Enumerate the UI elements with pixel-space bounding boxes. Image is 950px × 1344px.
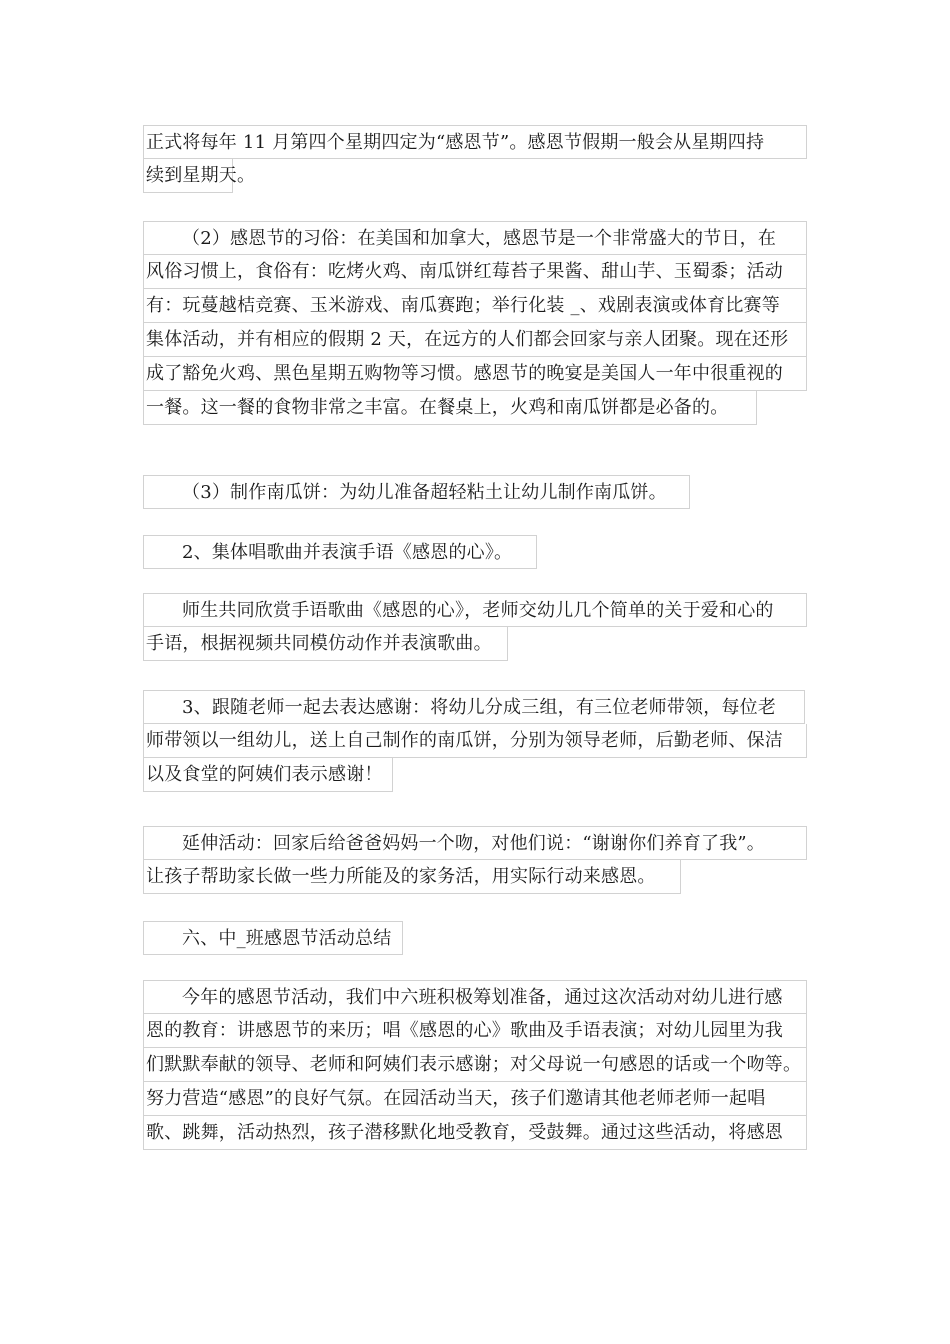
text-line: （2）感恩节的习俗：在美国和加拿大，感恩节是一个非常盛大的节日，在	[143, 221, 807, 255]
text-line: 以及食堂的阿姨们表示感谢！	[143, 758, 393, 792]
text-line: 今年的感恩节活动，我们中六班积极筹划准备，通过这次活动对幼儿进行感	[143, 980, 807, 1014]
text-line: 有：玩蔓越桔竞赛、玉米游戏、南瓜赛跑；举行化装 _、戏剧表演或体育比赛等	[143, 289, 807, 323]
text-line: 风俗习惯上，食俗有：吃烤火鸡、南瓜饼红莓苔子果酱、甜山芋、玉蜀黍；活动	[143, 255, 807, 289]
text-line: 延伸活动：回家后给爸爸妈妈一个吻，对他们说：“谢谢你们养育了我”。	[143, 826, 807, 860]
text-line: 师带领以一组幼儿，送上自己制作的南瓜饼，分别为领导老师，后勤老师、保洁	[143, 724, 807, 758]
text-line: 恩的教育：讲感恩节的来历；唱《感恩的心》歌曲及手语表演；对幼儿园里为我	[143, 1014, 807, 1048]
text-line: 努力营造“感恩”的良好气氛。在园活动当天，孩子们邀请其他老师老师一起唱	[143, 1082, 807, 1116]
paragraph-pumpkin-pie	[143, 475, 690, 509]
text-line: 六、中_班感恩节活动总结	[143, 921, 403, 955]
text-line: 2、集体唱歌曲并表演手语《感恩的心》。	[143, 535, 537, 569]
paragraph-sing-song	[143, 535, 537, 569]
paragraph-extension-activity	[143, 826, 807, 894]
text-line: 集体活动，并有相应的假期 2 天，在远方的人们都会回家与亲人团聚。现在还形	[143, 323, 807, 357]
section-heading	[143, 921, 403, 955]
paragraph-summary	[143, 980, 807, 1150]
paragraph-thanksgiving-customs	[143, 221, 807, 425]
text-line: 续到星期天。	[143, 159, 233, 193]
text-line: 正式将每年 11 月第四个星期四定为“感恩节”。感恩节假期一般会从星期四持	[143, 125, 807, 159]
text-line: 一餐。这一餐的食物非常之丰富。在餐桌上，火鸡和南瓜饼都是必备的。	[143, 391, 757, 425]
text-line: 让孩子帮助家长做一些力所能及的家务活，用实际行动来感恩。	[143, 860, 681, 894]
paragraph-express-thanks	[143, 690, 807, 792]
text-line: （3）制作南瓜饼：为幼儿准备超轻粘土让幼儿制作南瓜饼。	[143, 475, 690, 509]
text-line: 师生共同欣赏手语歌曲《感恩的心》，老师交幼儿几个简单的关于爱和心的	[143, 593, 807, 627]
text-line: 歌、跳舞，活动热烈，孩子潜移默化地受教育，受鼓舞。通过这些活动，将感恩	[143, 1116, 807, 1150]
text-line: 成了豁免火鸡、黑色星期五购物等习惯。感恩节的晚宴是美国人一年中很重视的	[143, 357, 807, 391]
text-line: 手语，根据视频共同模仿动作并表演歌曲。	[143, 627, 508, 661]
text-line: 们默默奉献的领导、老师和阿姨们表示感谢；对父母说一句感恩的话或一个吻等。	[143, 1048, 807, 1082]
text-line: 3、跟随老师一起去表达感谢：将幼儿分成三组，有三位老师带领，每位老	[143, 690, 805, 724]
paragraph-thanksgiving-date	[143, 125, 807, 193]
paragraph-sign-language	[143, 593, 807, 661]
